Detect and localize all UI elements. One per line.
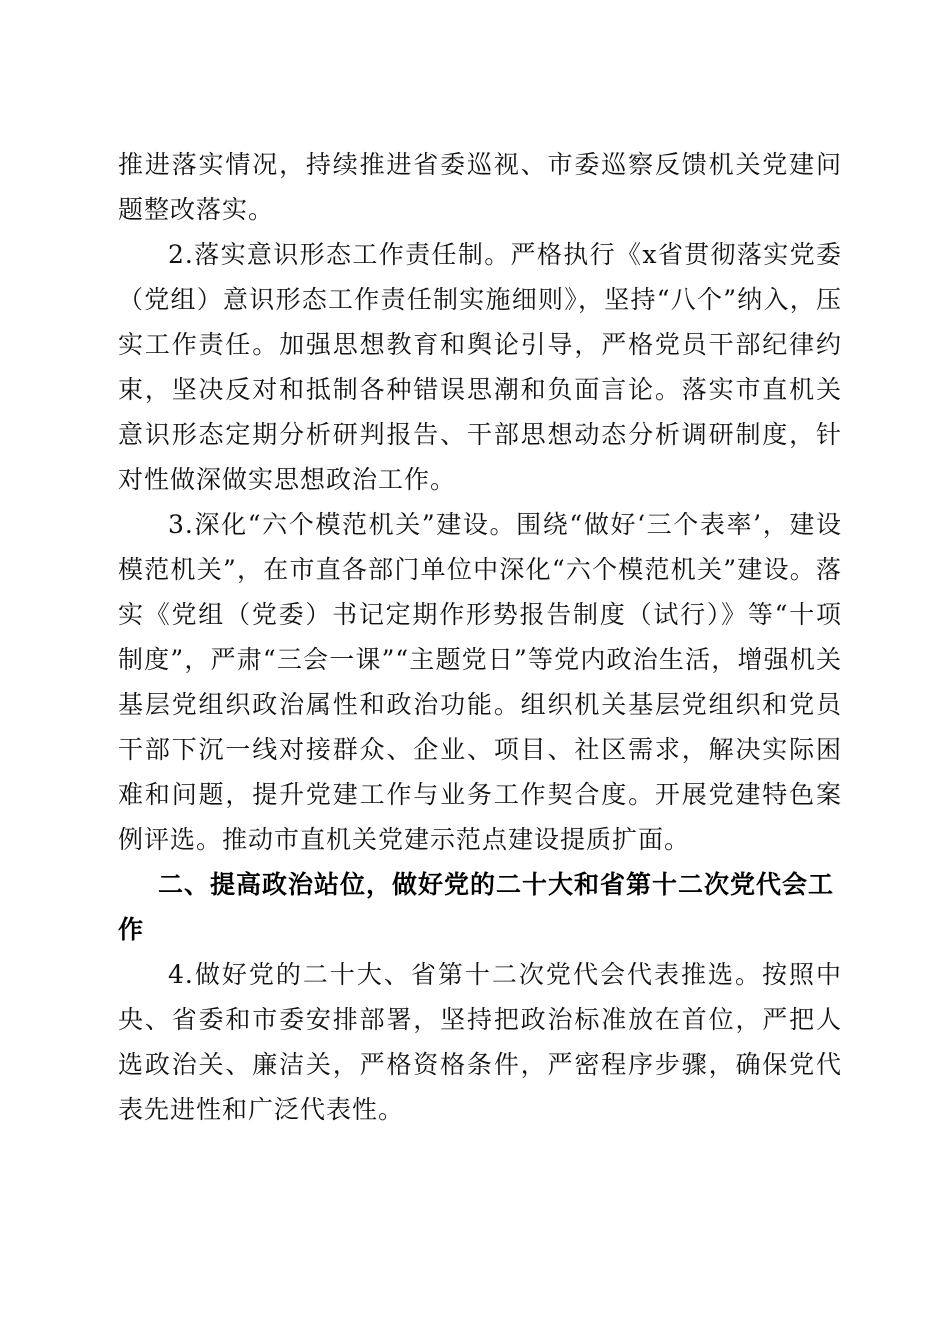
item-2-paragraph: 2.落实意识形态工作责任制。严格执行《x省贯彻落实党委（党组）意识形态工作责任制实施细则》，坚持“八个”纳入，压实工作责任。加强思想教育和舆论引导，严格党员干部纪律约束，坚决反对和抵制各种错误思潮和负面言论。落实市直机关意识形态定期分析研判报告、干部思想动态分析调研制度，针对性做深做实思想政治工作。 xyxy=(118,240,842,494)
continuation-paragraph: 推进落实情况，持续推进省委巡视、市委巡察反馈机关党建问题整改落实。 xyxy=(118,150,842,224)
section-2-heading: 二、提高政治站位，做好党的二十大和省第十二次党代会工作 xyxy=(118,870,835,944)
document-body xyxy=(118,142,842,1132)
item-4-paragraph: 4.做好党的二十大、省第十二次党代会代表推选。按照中央、省委和市委安排部署，坚持把政治标准放在首位，严把人选政治关、廉洁关，严格资格条件，严密程序步骤，确保党代表先进性和广泛代表性。 xyxy=(118,960,842,1124)
item-3-paragraph: 3.深化“六个模范机关”建设。围绕“做好‘三个表率’，建设模范机关”，在市直各部门单位中深化“六个模范机关”建设。落实《党组（党委）书记定期作形势报告制度（试行）》等“十项制度”，严肃“三会一课”“主题党日”等党内政治生活，增强机关基层党组织政治属性和政治功能。组织机关基层党组织和党员干部下沉一线对接群众、企业、项目、社区需求，解决实际困难和问题，提升党建工作与业务工作契合度。开展党建特色案例评选。推动市直机关党建示范点建设提质扩面。 xyxy=(118,510,842,854)
